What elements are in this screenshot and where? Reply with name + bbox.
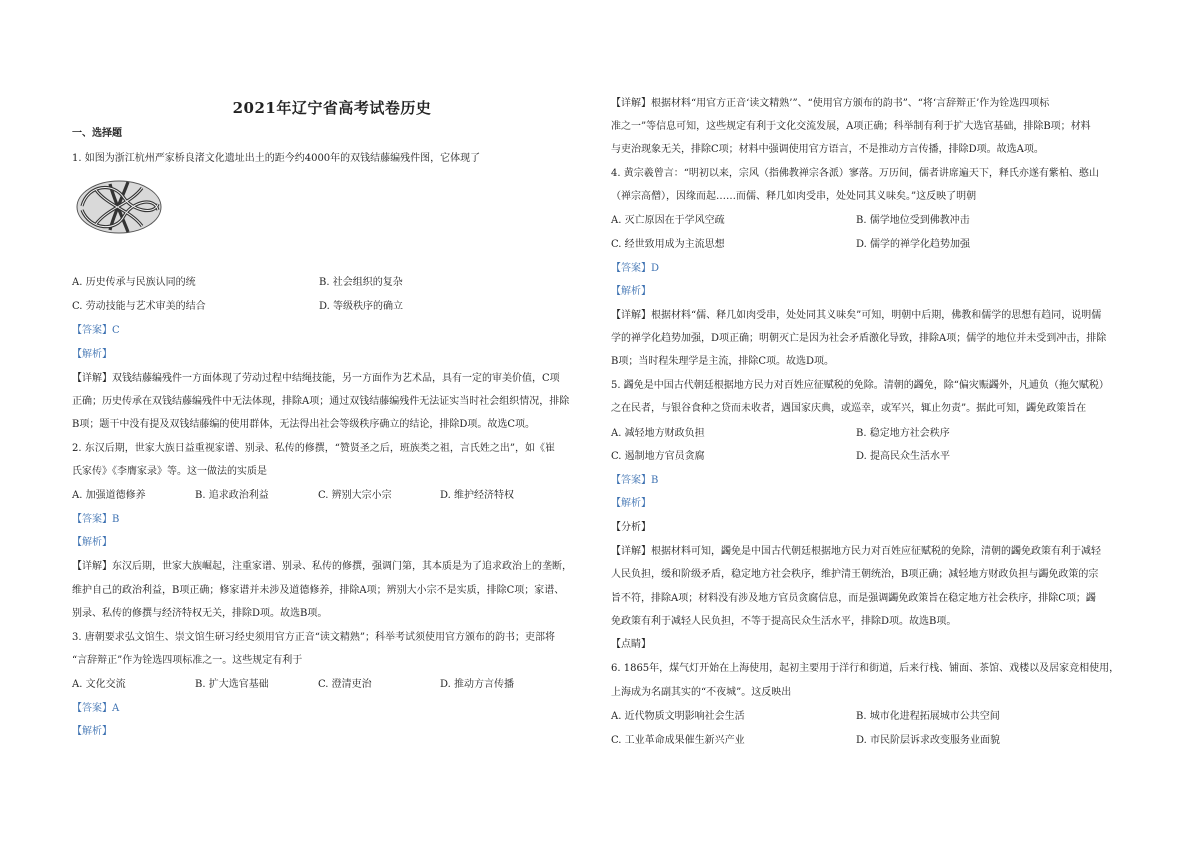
q3-option-b[interactable]: B. 扩大选官基础: [195, 679, 269, 690]
q4-detail-1: 【详解】根据材料“儒、释几如肉受串，处处同其义味矣”可知，明朝中后期，佛教和儒学的思想有趋同，说明儒: [611, 310, 1102, 321]
section-heading: 一、选择题: [72, 128, 122, 139]
q3-analysis-label: 【解析】: [72, 726, 112, 737]
q6-stem-1: 6. 1865年，煤气灯开始在上海使用，起初主要用于洋行和街道，后来行栈、铺面、茶馆、戏楼以及居家竞相使用，: [611, 663, 1120, 674]
q5-detail-1: 【详解】根据材料可知，蠲免是中国古代朝廷根据地方民力对百姓应征赋税的免除，清朝的蠲免政策有利于减轻: [611, 546, 1101, 557]
q2-stem-2: 氏家传》《李膺家录》等。这一做法的实质是: [72, 466, 267, 477]
q3-answer: 【答案】A: [72, 703, 120, 714]
q4-detail-3: B项；当时程朱理学是主流，排除C项。故选D项。: [611, 356, 835, 367]
q6-option-a[interactable]: A. 近代物质文明影响社会生活: [611, 711, 745, 722]
q2-analysis-label: 【解析】: [72, 537, 112, 548]
q4-detail-2: 学的禅学化趋势加强，D项正确；明朝灭亡是因为社会矛盾激化导致，排除A项；儒学的地位并未受到冲击，排除: [611, 333, 1107, 344]
q2-detail-1: 【详解】东汉后期，世家大族崛起，注重家谱、别录、私传的修撰，强调门第，其本质是为了追求政治上的垄断，: [72, 561, 572, 572]
q3-detail-3: 与吏治现象无关，排除C项；材料中强调使用官方语言，不是推动方言传播，排除D项。故选A项。: [611, 144, 1044, 155]
q1-detail-1: 【详解】双钱结藤编残件一方面体现了劳动过程中结绳技能，另一方面作为艺术品，具有一定的审美价值，C项: [72, 373, 560, 384]
q2-detail-2: 维护自己的政治利益，B项正确；修家谱并未涉及道德修养，排除A项；辨别大小宗不是实质，排除C项；家谱、: [72, 585, 565, 596]
q1-option-a[interactable]: A. 历史传承与民族认同的统: [72, 277, 196, 288]
q5-option-a[interactable]: A. 减轻地方财政负担: [611, 428, 705, 439]
q5-detail-4: 免政策有利于减轻人民负担，不等于提高民众生活水平，排除D项。故选B项。: [611, 616, 957, 627]
q3-option-d[interactable]: D. 推动方言传播: [440, 679, 515, 690]
q5-stem-1: 5. 蠲免是中国古代朝廷根据地方民力对百姓应征赋税的免除。清朝的蠲免，除“偏灾赈蠲外，凡逋负（拖欠赋税）: [611, 380, 1109, 391]
q2-option-c[interactable]: C. 辨别大宗小宗: [318, 490, 392, 501]
q2-stem-1: 2. 东汉后期，世家大族日益重视家谱、别录、私传的修撰，“赞贤圣之后，班族类之祖，言氏姓之出”，如《崔: [72, 443, 555, 454]
q5-stem-2: 之在民者，与银谷食种之贷而未收者，遇国家庆典，或巡幸，或军兴，辄止勿责”。据此可知，蠲免政策旨在: [611, 403, 1087, 414]
q2-answer: 【答案】B: [72, 514, 120, 525]
q6-stem-2: 上海成为名副其实的“不夜城”。这反映出: [611, 687, 792, 698]
q3-detail-2: 准之一”等信息可知，这些规定有利于文化交流发展，A项正确；科举制有利于扩大选官基础，排除B项；材料: [611, 121, 1091, 132]
q5-option-c[interactable]: C. 遏制地方官员贪腐: [611, 451, 705, 462]
q4-analysis-label: 【解析】: [611, 286, 651, 297]
q5-dianjing-label: 【点睛】: [611, 639, 651, 650]
rattan-knot-image: [74, 176, 164, 238]
q4-option-d[interactable]: D. 儒学的禅学化趋势加强: [856, 239, 971, 250]
q5-option-b[interactable]: B. 稳定地方社会秩序: [856, 428, 950, 439]
q5-detail-2: 人民负担，缓和阶级矛盾，稳定地方社会秩序，维护清王朝统治，B项正确；减轻地方财政负担与蠲免政策的宗: [611, 569, 1099, 580]
q1-option-c[interactable]: C. 劳动技能与艺术审美的结合: [72, 301, 206, 312]
q5-option-d[interactable]: D. 提高民众生活水平: [856, 451, 951, 462]
q4-stem-1: 4. 黄宗羲曾言：“明初以来，宗风（指佛教禅宗各派）寥落。万历间，儒者讲席遍天下，释氏亦遂有紫柏、憨山: [611, 168, 1099, 179]
q1-analysis-label: 【解析】: [72, 349, 112, 360]
q3-stem-2: “言辞辩正”作为铨选四项标准之一。这些规定有利于: [72, 655, 303, 666]
q5-fenxi-label: 【分析】: [611, 522, 651, 533]
q3-option-a[interactable]: A. 文化交流: [72, 679, 126, 690]
q5-detail-3: 旨不符，排除A项；材料没有涉及地方官员贪腐信息，而是强调蠲免政策旨在稳定地方社会秩序，排除C项；蠲: [611, 593, 1096, 604]
q6-option-d[interactable]: D. 市民阶层诉求改变服务业面貌: [856, 735, 1001, 746]
q2-option-a[interactable]: A. 加强道德修养: [72, 490, 146, 501]
q5-analysis-label: 【解析】: [611, 498, 651, 509]
q6-option-b[interactable]: B. 城市化进程拓展城市公共空间: [856, 711, 1000, 722]
q1-option-b[interactable]: B. 社会组织的复杂: [319, 277, 403, 288]
q6-option-c[interactable]: C. 工业革命成果催生新兴产业: [611, 735, 745, 746]
q1-detail-3: B项；题干中没有提及双钱结藤编的使用群体，无法得出社会等级秩序确立的结论，排除D项。故选C项。: [72, 419, 536, 430]
document-title: 2021年辽宁省高考试卷历史: [232, 99, 432, 117]
q1-detail-2: 正确；历史传承在双钱结藤编残件中无法体现，排除A项；通过双钱结藤编残件无法证实当时社会组织情况，排除: [72, 396, 570, 407]
q4-answer: 【答案】D: [611, 263, 660, 274]
q3-option-c[interactable]: C. 澄清吏治: [318, 679, 372, 690]
q4-stem-2: （禅宗高僧），因缘而起……而儒、释几如肉受串，处处同其义味矣。”这反映了明朝: [611, 191, 977, 202]
q4-option-c[interactable]: C. 经世致用成为主流思想: [611, 239, 725, 250]
q1-stem: 1. 如图为浙江杭州严家桥良渚文化遗址出土的距今约4000年的双钱结藤编残件图，它体现了: [72, 153, 481, 164]
q3-detail-1: 【详解】根据材料“用官方正音‘读文精熟’”、“使用官方颁布的韵书”、“将‘言辞辩正’作为铨选四项标: [611, 98, 1050, 109]
q2-option-b[interactable]: B. 追求政治利益: [195, 490, 269, 501]
q4-option-b[interactable]: B. 儒学地位受到佛教冲击: [856, 215, 970, 226]
q5-answer: 【答案】B: [611, 475, 659, 486]
q2-detail-3: 别录、私传的修撰与经济特权无关，排除D项。故选B项。: [72, 608, 328, 619]
q1-answer: 【答案】C: [72, 325, 120, 336]
q2-option-d[interactable]: D. 维护经济特权: [440, 490, 515, 501]
q1-option-d[interactable]: D. 等级秩序的确立: [319, 301, 404, 312]
q4-option-a[interactable]: A. 灭亡原因在于学风空疏: [611, 215, 725, 226]
q3-stem-1: 3. 唐朝要求弘文馆生、崇文馆生研习经史须用官方正音“读文精熟”；科举考试须使用官方颁布的韵书；吏部将: [72, 632, 555, 643]
